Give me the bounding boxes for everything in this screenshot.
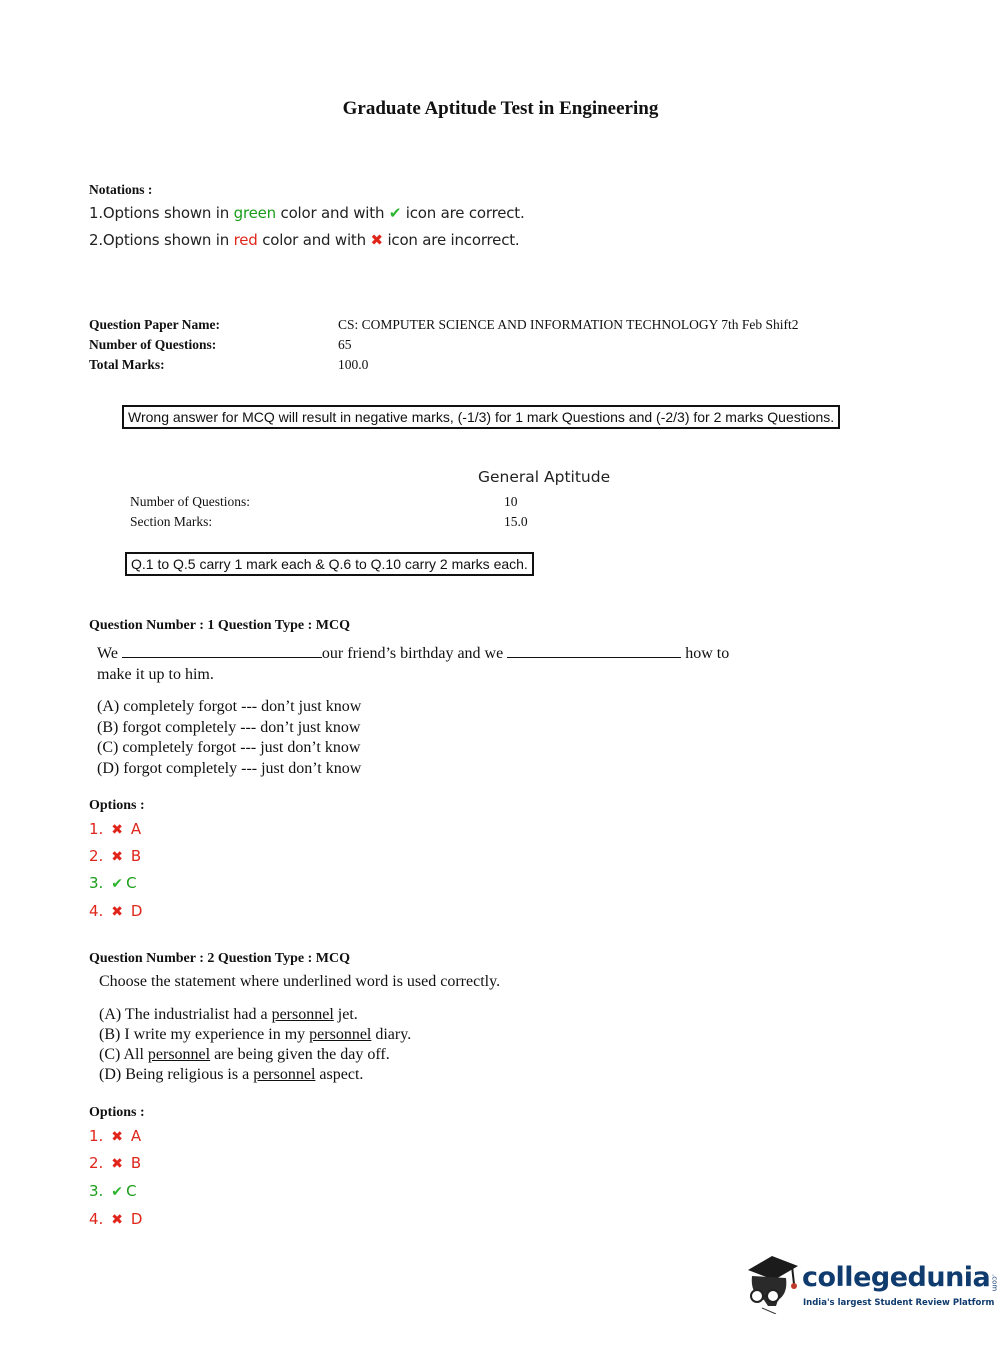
- paper-name-label: Question Paper Name:: [89, 317, 220, 332]
- q1-stem-cont: make it up to him.: [97, 666, 214, 683]
- cross-icon: ✖: [111, 904, 123, 920]
- q1-choice-b: (B) forgot completely --- don’t just know: [97, 718, 361, 736]
- blank-line: [122, 645, 322, 658]
- q1-option-2: 2. ✖ B: [89, 847, 142, 865]
- notation-incorrect: 2.Options shown in red color and with ✖ icon are incorrect.: [89, 231, 520, 249]
- cross-icon: ✖: [111, 849, 123, 865]
- brand-logo: collegedunia.com: [802, 1262, 999, 1293]
- q2-options-label: Options :: [89, 1105, 145, 1120]
- brand-tagline: India's largest Student Review Platform: [803, 1298, 995, 1308]
- q1-choices: [97, 697, 361, 779]
- notations-label: Notations :: [89, 182, 153, 197]
- cross-icon: ✖: [111, 1212, 123, 1228]
- q2-choice-b: (B) I write my experience in my personnel diary.: [99, 1026, 412, 1043]
- q1-choice-a: (A) completely forgot --- don’t just know: [97, 698, 362, 715]
- section-questions-label: Number of Questions:: [130, 494, 250, 509]
- blank-line: [507, 645, 681, 658]
- cross-icon: ✖: [111, 1129, 123, 1145]
- q2-option-3: 3. ✔ C: [89, 1182, 137, 1200]
- q1-stem: We our friend’s birthday and we how to: [97, 645, 730, 662]
- paper-questions-value: 65: [338, 337, 352, 352]
- q2-choice-a: (A) The industrialist had a personnel jet.: [99, 1006, 358, 1023]
- q1-header: Question Number : 1 Question Type : MCQ: [89, 618, 350, 633]
- q1-option-1: 1. ✖ A: [89, 820, 142, 838]
- cross-icon: ✖: [370, 231, 383, 249]
- paper-marks-label: Total Marks:: [89, 357, 165, 372]
- mascot-icon: [742, 1250, 802, 1314]
- section-marks-label: Section Marks:: [130, 514, 213, 529]
- negative-marking-note: Wrong answer for MCQ will result in negative marks, (-1/3) for 1 mark Questions and (-2/3) for 2 marks Questions.: [122, 405, 840, 429]
- q1-option-4: 4. ✖ D: [89, 902, 143, 920]
- paper-name-value: CS: COMPUTER SCIENCE AND INFORMATION TECHNOLOGY 7th Feb Shift2: [338, 317, 799, 332]
- q2-stem: Choose the statement where underlined word is used correctly.: [99, 973, 501, 990]
- page-title: Graduate Aptitude Test in Engineering: [342, 98, 659, 119]
- q2-choice-c: (C) All personnel are being given the day off.: [99, 1046, 390, 1063]
- check-icon: ✔: [111, 876, 123, 892]
- q2-choice-d: (D) Being religious is a personnel aspect.: [99, 1066, 364, 1083]
- q1-choice-d: (D) forgot completely --- just don’t know: [97, 759, 362, 777]
- paper-marks-value: 100.0: [338, 357, 369, 372]
- section-questions-value: 10: [504, 494, 518, 509]
- q1-option-3: 3. ✔ C: [89, 874, 137, 892]
- q1-options-label: Options :: [89, 798, 145, 813]
- q2-header: Question Number : 2 Question Type : MCQ: [89, 951, 350, 966]
- notation-correct: 1.Options shown in green color and with ✔ icon are correct.: [89, 204, 525, 222]
- q2-option-2: 2. ✖ B: [89, 1154, 142, 1172]
- q2-option-1: 1. ✖ A: [89, 1127, 142, 1145]
- check-icon: ✔: [388, 204, 402, 222]
- q1-choice-c: (C) completely forgot --- just don’t know: [97, 739, 361, 756]
- paper-questions-label: Number of Questions:: [89, 337, 217, 352]
- q2-option-4: 4. ✖ D: [89, 1210, 143, 1228]
- section-marks-note: Q.1 to Q.5 carry 1 mark each & Q.6 to Q.10 carry 2 marks each.: [125, 552, 534, 576]
- check-icon: ✔: [111, 1184, 123, 1200]
- cross-icon: ✖: [111, 1156, 123, 1172]
- section-name: General Aptitude: [478, 468, 611, 486]
- q2-choices: [99, 1005, 411, 1085]
- cross-icon: ✖: [111, 822, 123, 838]
- section-marks-value: 15.0: [504, 514, 528, 529]
